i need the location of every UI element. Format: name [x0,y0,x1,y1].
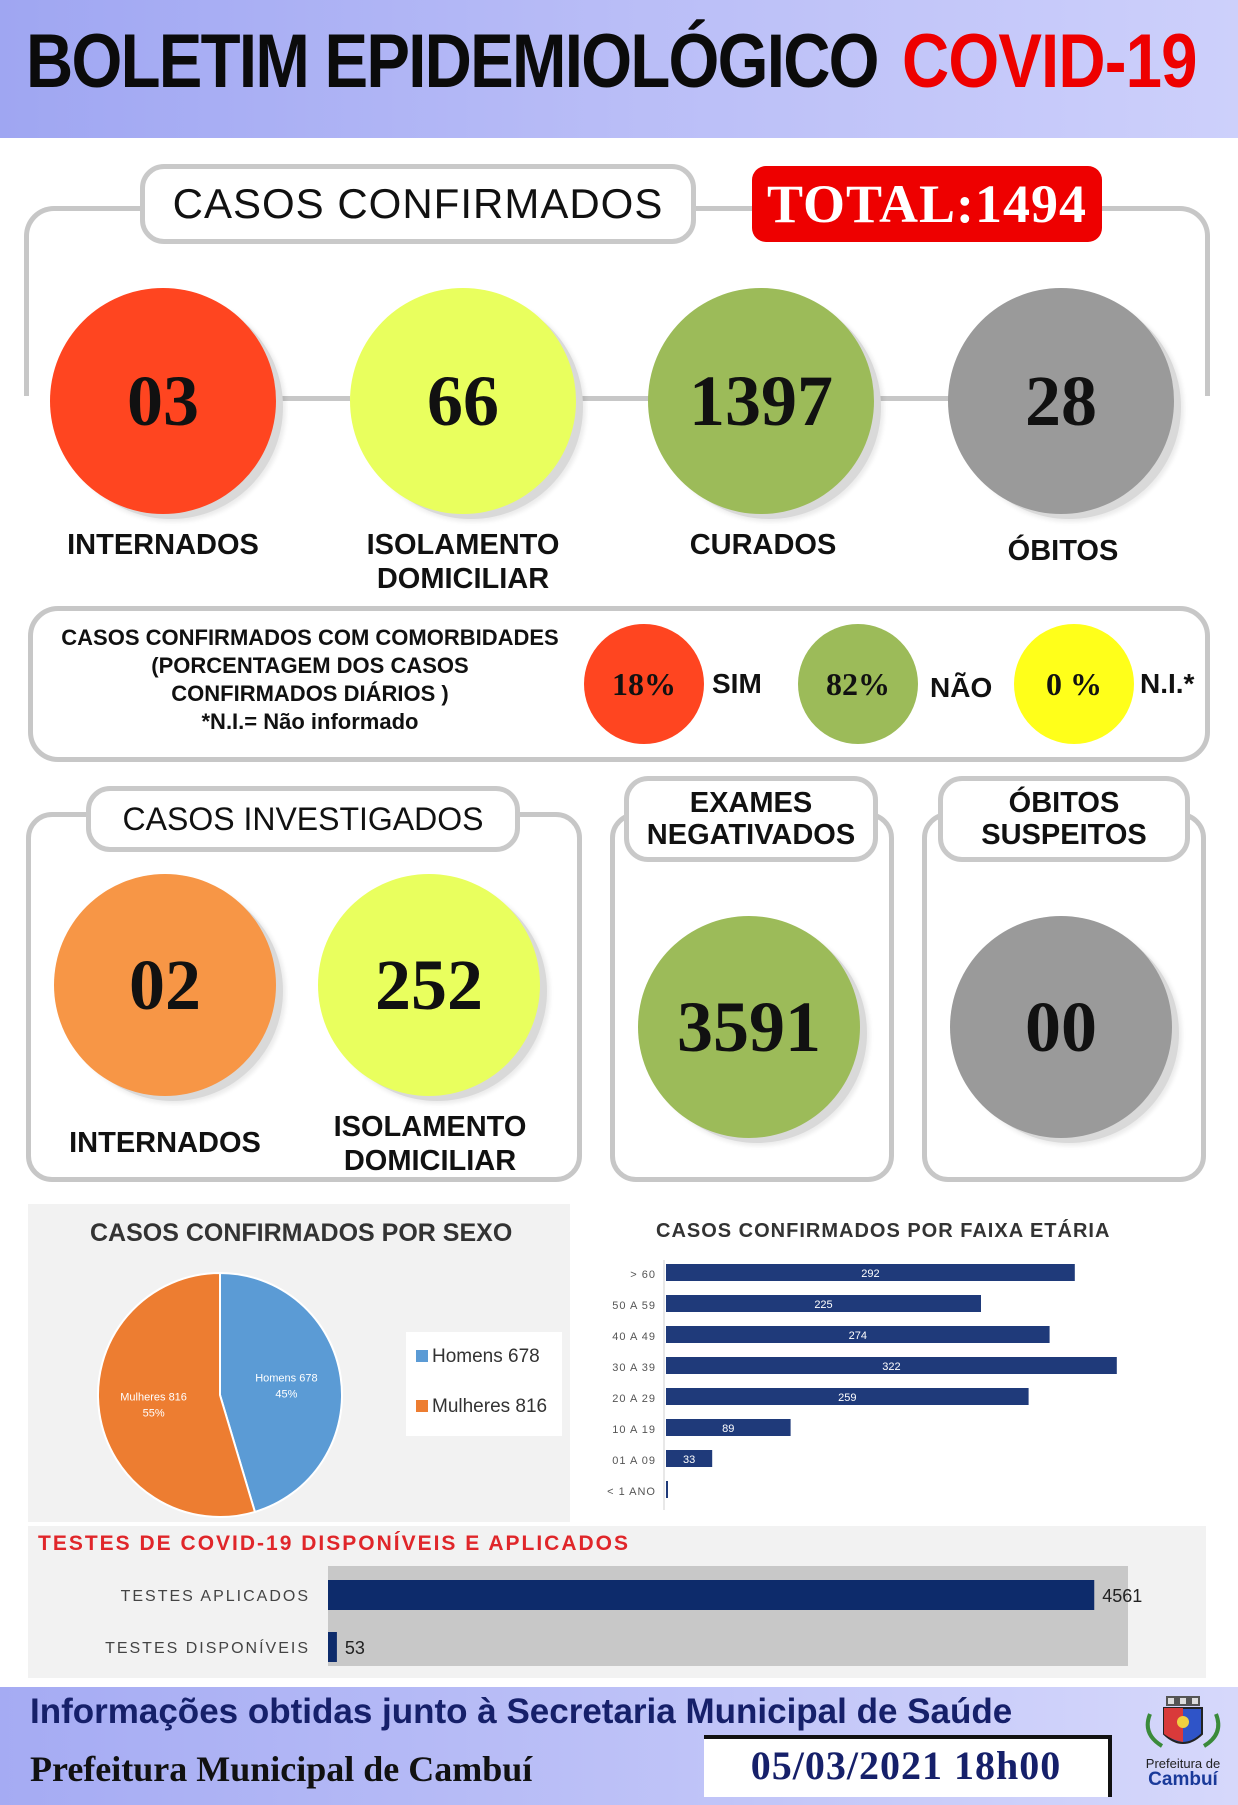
comorbidade-nao-value: 82% [826,665,890,702]
faixa-bar-chart [582,1260,1206,1510]
obitos-suspeitos-value: 00 [1025,986,1097,1067]
connector [880,396,950,401]
footer-prefeitura: Prefeitura Municipal de Cambuí [30,1749,533,1789]
investigados-isolamento-label: ISOLAMENTO DOMICILIAR [333,1111,527,1177]
sexo-pie-chart [90,1270,350,1520]
testes-tick-label: TESTES APLICADOS [120,1588,310,1605]
age-tick-label: 10 A 19 [612,1424,656,1436]
comorbidade-sim-circle [584,624,704,744]
obitos-suspeitos-title-text: ÓBITOS SUSPEITOS [981,787,1147,851]
comorbidade-sim-value: 18% [612,665,676,702]
age-bar-value: 33 [682,1454,696,1466]
pie-label-mulheres: Mulheres 816 [120,1391,187,1404]
legend-homens-label: Homens 678 [432,1346,540,1367]
testes-bar-value: 4561 [1102,1586,1143,1606]
testes-bar [328,1580,1094,1610]
confirmados-title-text: CASOS CONFIRMADOS [172,180,664,227]
logo-text-top: Prefeitura de [1145,1756,1221,1771]
investigados-internados-value: 02 [129,944,201,1025]
obitos-value: 28 [1025,360,1097,441]
exames-title [624,776,878,862]
legend-homens-swatch [416,1350,428,1362]
pie-label-homens: Homens 678 [255,1372,318,1385]
pie-pct-homens: 45% [275,1388,298,1401]
age-tick-label: 40 A 49 [612,1331,656,1343]
investigados-internados-circle [54,874,276,1096]
faixa-chart-title: CASOS CONFIRMADOS POR FAIXA ETÁRIA [656,1220,1111,1242]
obitos-label: ÓBITOS [1007,535,1119,567]
obitos-circle [948,288,1174,514]
logo-text-bottom: Cambuí [1148,1769,1218,1790]
page-title: BOLETIM EPIDEMIOLÓGICO [26,19,878,104]
age-tick-label: > 60 [630,1269,656,1281]
legend-mulheres [416,1396,547,1418]
comorbidade-ni-circle [1014,624,1134,744]
legend-mulheres-label: Mulheres 816 [432,1396,548,1417]
curados-circle [648,288,874,514]
age-bar-value: 89 [722,1423,735,1435]
investigados-internados-label: INTERNADOS [69,1127,261,1159]
exames-circle [638,916,860,1138]
sexo-chart-title: CASOS CONFIRMADOS POR SEXO [90,1219,513,1247]
testes-tick-label: TESTES DISPONÍVEIS [105,1640,310,1657]
isolamento-label: ISOLAMENTO DOMICILIAR [366,529,560,595]
confirmados-title [140,164,696,244]
coat-of-arms-icon [1136,1694,1230,1754]
exames-title-text: EXAMES NEGATIVADOS [646,787,856,851]
curados-value: 1397 [689,360,833,441]
investigados-title-text: CASOS INVESTIGADOS [122,800,484,837]
connector [580,396,650,401]
pie-pct-mulheres: 55% [142,1407,165,1420]
connector [280,396,350,401]
age-bar-value: 225 [814,1299,833,1311]
cambui-logo [1136,1694,1230,1800]
comorbidade-sim-label: SIM [712,668,762,699]
testes-bar-chart [28,1560,1206,1676]
comorbidade-ni-value: 0 % [1046,665,1102,702]
investigados-title [86,786,520,852]
comorbidade-nao-circle [798,624,918,744]
isolamento-value: 66 [427,360,499,441]
obitos-suspeitos-circle [950,916,1172,1138]
investigados-isolamento-circle [318,874,540,1096]
age-bar-value: 322 [882,1361,901,1373]
testes-bar [328,1632,337,1662]
total-badge: TOTAL:1494 [752,166,1102,242]
isolamento-circle [350,288,576,514]
obitos-suspeitos-title [938,776,1190,862]
internados-circle [50,288,276,514]
testes-bar-value: 53 [344,1638,365,1658]
internados-value: 03 [127,360,199,441]
exames-value: 3591 [677,986,821,1067]
age-tick-label: 50 A 59 [612,1300,656,1312]
age-bar [666,1481,668,1498]
age-tick-label: 01 A 09 [612,1455,656,1467]
comorbidade-ni-label: N.I.* [1140,668,1195,699]
age-bar-value: 292 [861,1268,880,1280]
age-tick-label: 20 A 29 [612,1393,656,1405]
page-title-covid: COVID-19 [902,19,1197,104]
age-tick-label: 30 A 39 [612,1362,656,1374]
comorbidades-text: CASOS CONFIRMADOS COM COMORBIDADES (PORCENTAGEM DOS CASOS CONFIRMADOS DIÁRIOS ) *N.I.= Não informado [61,625,559,734]
curados-label: CURADOS [689,529,837,561]
testes-chart-title: TESTES DE COVID-19 DISPONÍVEIS E APLICADOS [38,1532,630,1555]
internados-label: INTERNADOS [67,529,259,561]
comorbidade-nao-label: NÃO [930,672,993,703]
age-tick-label: < 1 ANO [607,1486,656,1498]
investigados-isolamento-value: 252 [375,944,483,1025]
legend-mulheres-swatch [416,1400,428,1412]
footer-source: Informações obtidas junto à Secretaria Municipal de Saúde [30,1692,1013,1731]
footer-date: 05/03/2021 18h00 [750,1743,1062,1788]
age-bar-value: 274 [848,1330,867,1342]
age-bar-value: 259 [838,1392,857,1404]
legend-homens [416,1346,540,1368]
